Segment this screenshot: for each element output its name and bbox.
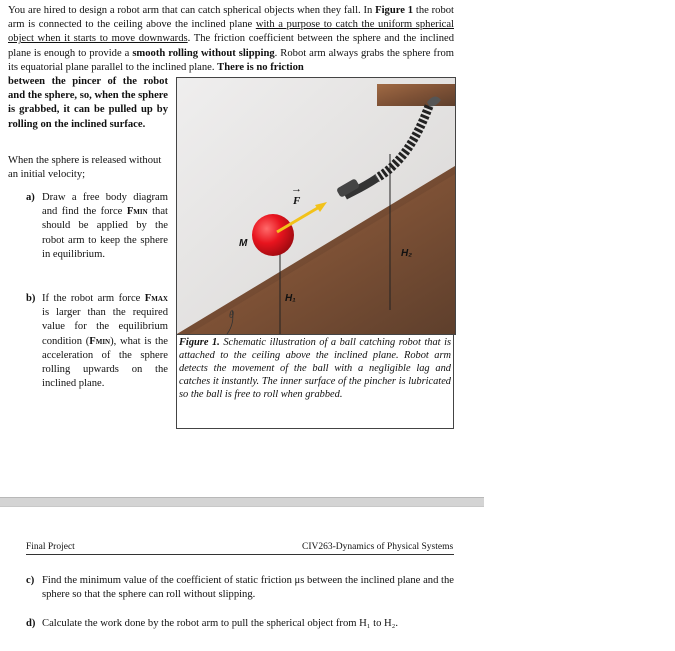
question-a: [26, 191, 168, 262]
release-condition: When the sphere is released without an initial velocity;: [8, 155, 162, 181]
force-label: F: [293, 195, 301, 207]
h2-label: H₂: [401, 248, 413, 259]
h1-label: H₁: [285, 293, 296, 304]
intro-text-2: the robot arm is connected to the ceiling above the inclined plane: [8, 5, 454, 31]
caption-text: Schematic illustration of a ball catching robot that is attached to the ceiling above the inclined plane. Robot arm detects the movement of the ball with a negligible lag and catches it instantly. The inner surface of the pincher is lubricated so the ball is free to roll when grabbed.: [179, 337, 452, 400]
question-a-text: Draw a free body diagram and find the force Fmin that should be applied by the robot arm to keep the sphere in equilibrium.: [42, 192, 168, 260]
question-c-label: c): [26, 575, 35, 586]
question-b-text: If the robot arm force Fmax is larger than the required value for the equilibrium condition (Fmin), what is the acceleration of the sphere rolling upwards on the inclined plane.: [42, 293, 168, 390]
figure-1-illustration: [176, 77, 456, 335]
intro-bold-rolling: smooth rolling without slipping: [132, 47, 275, 59]
footer-course-label: CIV263-Dynamics of Physical Systems: [302, 542, 454, 552]
intro-paragraph: [8, 4, 454, 75]
question-d-label: d): [26, 618, 36, 629]
angle-label: θ: [229, 310, 234, 321]
intro-underlined: with a purpose to catch the uniform spherical object when it starts to move downwards: [8, 19, 454, 45]
incline-diagram: [177, 78, 455, 334]
sphere-ball: [252, 214, 294, 256]
force-vector-arrow-icon: →: [291, 183, 302, 195]
force-min-symbol-2: Fmin: [89, 335, 111, 347]
footer-divider: [26, 554, 454, 555]
force-max-symbol: Fmax: [144, 293, 168, 304]
force-min-symbol: Fmin: [126, 206, 148, 218]
question-b-label: b): [26, 293, 36, 304]
intro-bold-friction: There is no friction: [217, 61, 304, 73]
intro-continuation: between the pincer of the robot and the sphere, so, when the sphere is grabbed, it can be pulled up by rolling on the inclined surface.: [8, 76, 168, 130]
question-c: [26, 574, 454, 602]
question-d: [26, 617, 454, 631]
intro-text-4: . Robot arm always grabs the sphere from its equatorial plane parallel to the inclined plane.: [8, 47, 455, 73]
intro-text-1: You are hired to design a robot arm that can catch spherical objects when they fall. In: [8, 5, 376, 16]
question-b: [26, 292, 168, 391]
footer-project-label: Final Project: [26, 542, 75, 552]
mass-label: M: [239, 238, 248, 249]
figure-reference: Figure 1: [375, 5, 414, 16]
question-d-text: Calculate the work done by the robot arm to pull the spherical object from H₁ to H₂.: [42, 618, 399, 629]
ceiling-mount: [377, 84, 455, 106]
page-break-gap: [0, 497, 484, 507]
question-a-label: a): [26, 192, 35, 203]
caption-figure-label: Figure 1.: [179, 337, 220, 348]
intro-text-3: . The friction coefficient between the sphere and the inclined plane is enough to provide a: [8, 33, 454, 59]
figure-caption: [176, 335, 454, 429]
question-c-text: Find the minimum value of the coefficient of static friction μs between the inclined plane and the sphere so that the sphere can roll without slipping.: [42, 575, 454, 601]
